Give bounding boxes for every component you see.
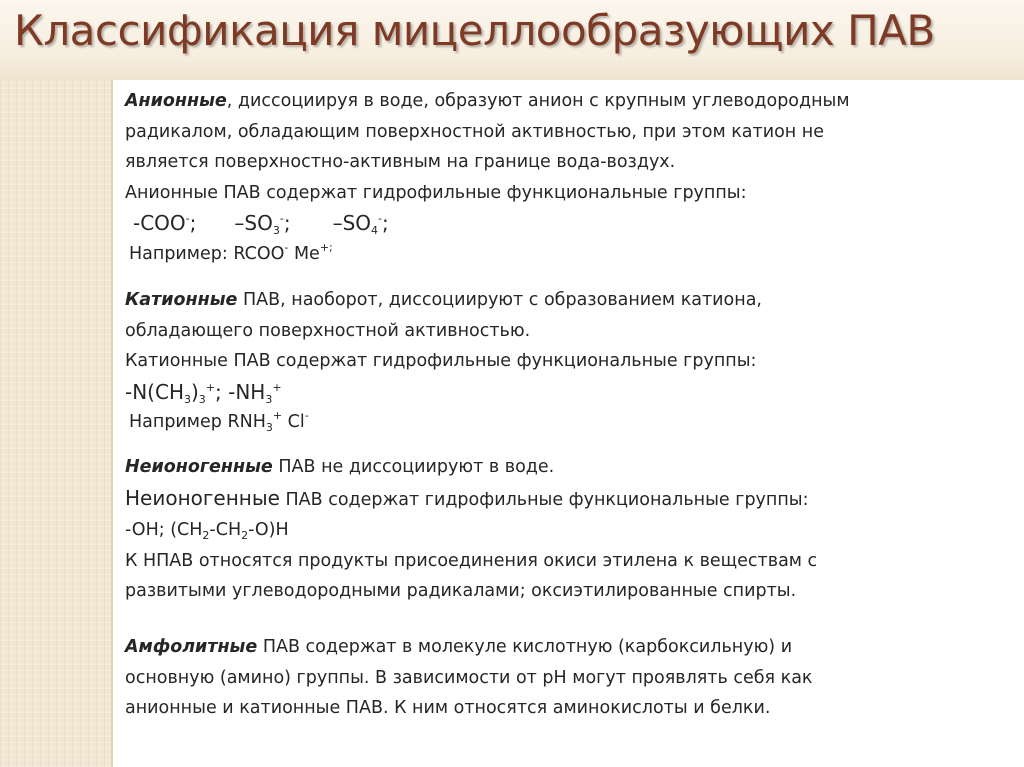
anionic-desc-2: радикалом, обладающим поверхностной активностью, при этом катион не xyxy=(125,121,824,142)
anionic-desc-3: является поверхностно-активным на границе вода-воздух. xyxy=(125,152,676,172)
ampholytic-desc-3: анионные и катионные ПАВ. К ним относятся аминокислоты и белки. xyxy=(125,698,771,718)
ampholytic-term: Амфолитные xyxy=(125,637,258,657)
ampholytic-section xyxy=(125,632,985,724)
cationic-line-1 xyxy=(125,285,985,316)
cationic-desc-1: ПАВ, наоборот, диссоциируют с образованием катиона, xyxy=(237,290,762,310)
anionic-groups-formulas: -COO-; $-SO_3^-$; $-SO_4^-$; xyxy=(133,211,389,237)
anionic-groups-intro: Анионные ПАВ содержат гидрофильные функциональные группы: xyxy=(125,182,747,203)
formula-nh3: ; -NH xyxy=(215,379,266,404)
ampholytic-line-1 xyxy=(125,632,985,663)
formula-so4: –SO xyxy=(332,211,372,235)
ampholytic-desc-2: основную (амино) группы. В зависимости от pH могут проявлять себя как xyxy=(125,667,813,688)
anionic-term: Анионные xyxy=(125,91,227,111)
nonionic-section xyxy=(125,452,985,607)
nonionic-groups-formulas: -OH; $(CH_2-CH_2-O)H$ xyxy=(125,520,289,542)
cationic-groups-formulas: $-N(CH_3)_3^+$; $-NH_3^+$ xyxy=(125,379,282,406)
cationic-section xyxy=(125,285,985,438)
nonionic-desc-1: ПАВ не диссоциируют в воде. xyxy=(272,457,555,477)
nonionic-desc-2: К НПАВ относятся продукты присоединения окиси этилена к веществам с xyxy=(125,550,818,571)
nonionic-term: Неионогенные xyxy=(125,457,273,477)
nonionic-groups-intro: Неионогенные ПАВ содержат гидрофильные функциональные группы: xyxy=(125,485,809,510)
cationic-groups-intro: Катионные ПАВ содержат гидрофильные функциональные группы: xyxy=(125,351,757,371)
decorative-side-strip xyxy=(0,80,113,767)
nonionic-desc-3: развитыми углеводородными радикалами; оксиэтилированные спирты. xyxy=(125,581,797,601)
nonionic-line-1 xyxy=(125,452,985,483)
formula-so3: –SO xyxy=(234,211,273,235)
formula-n-ch3: -N(CH xyxy=(125,379,184,404)
cationic-term: Катионные xyxy=(125,290,238,310)
formula-coo: -COO xyxy=(133,211,186,235)
ampholytic-desc-1: ПАВ содержат в молекуле кислотную (карбоксильную) и xyxy=(257,637,793,657)
slide-title: Классификация мицеллообразующих ПАВ xyxy=(14,6,935,55)
anionic-section xyxy=(125,86,985,269)
cationic-example: Например $RNH_3^+$ Cl- xyxy=(129,409,309,434)
anionic-example: Например: RCOO- Me+; xyxy=(129,240,333,264)
anionic-desc-1: , диссоциируя в воде, образуют анион с крупным углеводородным xyxy=(226,91,850,111)
anionic-line-1 xyxy=(125,86,985,117)
cationic-desc-2: обладающего поверхностной активностью. xyxy=(125,320,531,341)
